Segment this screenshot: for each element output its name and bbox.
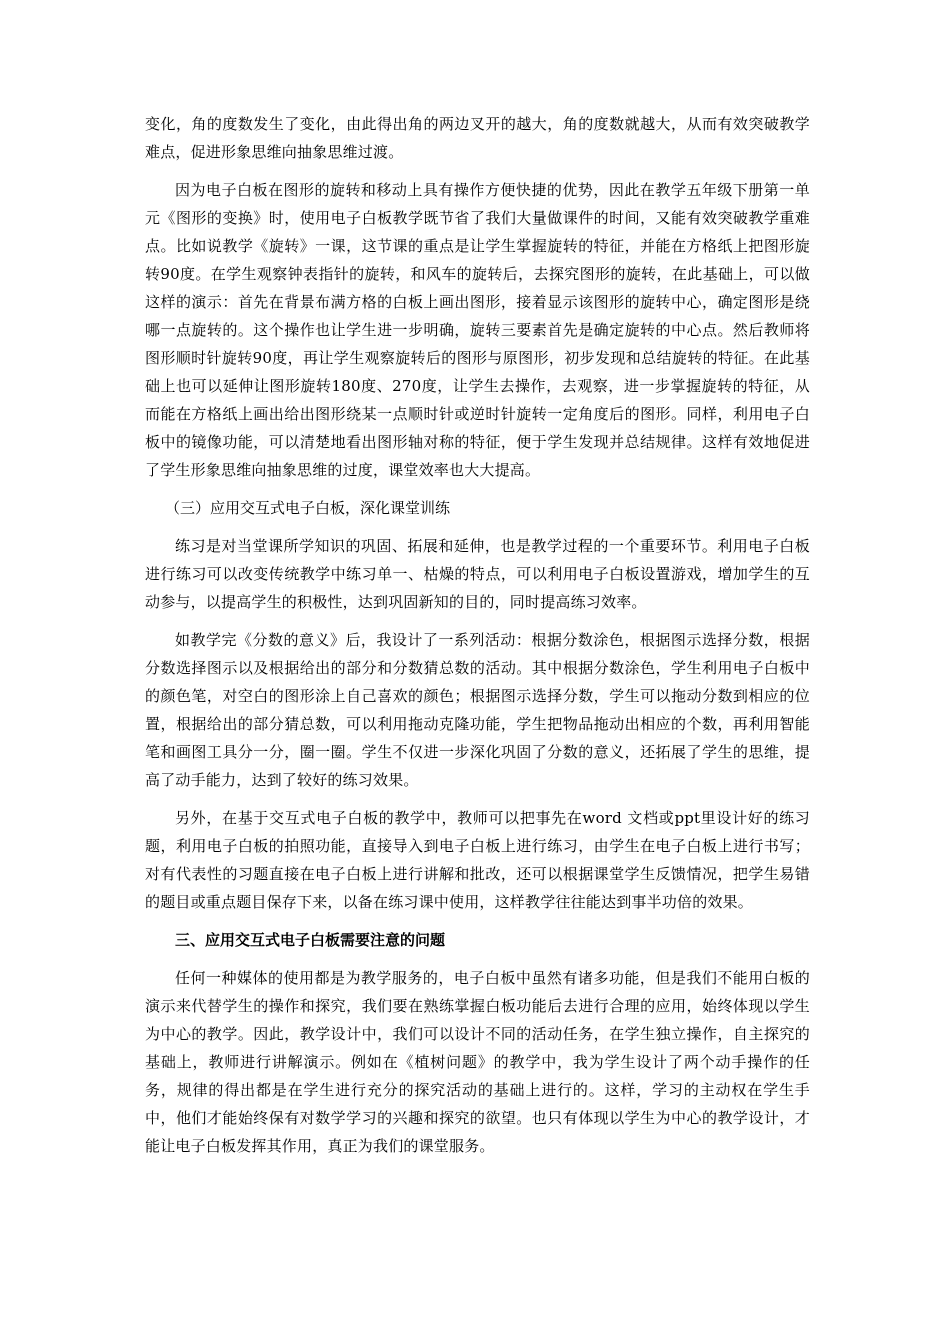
paragraph-practice-importance: 练习是对当堂课所学知识的巩固、拓展和延伸，也是教学过程的一个重要环节。利用电子白板进行练习可以改变传统教学中练习单一、枯燥的特点，可以利用电子白板设置游戏，增加学生的互动参与，以提高学生的积极性，达到巩固新知的目的，同时提高练习效率。	[145, 537, 810, 611]
paragraph-exercise-import: 另外，在基于交互式电子白板的教学中，教师可以把事先在word 文档或ppt里设计好的练习题，利用电子白板的拍照功能，直接导入到电子白板上进行练习，由学生在电子白板上进行书写；对有代表性的习题直接在电子白板上进行讲解和批改，还可以根据课堂学生反馈情况，把学生易错的题目或重点题目保存下来，以备在练习课中使用，这样教学往往能达到事半功倍的效果。	[145, 809, 810, 911]
paragraph-media-caution: 任何一种媒体的使用都是为教学服务的，电子白板中虽然有诸多功能，但是我们不能用白板的演示来代替学生的操作和探究，我们要在熟练掌握白板功能后去进行合理的应用，始终体现以学生为中心的教学。因此，教学设计中，我们可以设计不同的活动任务，在学生独立操作，自主探究的基础上，教师进行讲解演示。例如在《植树问题》的教学中，我为学生设计了两个动手操作的任务，规律的得出都是在学生进行充分的探究活动的基础上进行的。这样，学习的主动权在学生手中，他们才能始终保有对数学学习的兴趣和探究的欲望。也只有体现以学生为中心的教学设计，才能让电子白板发挥其作用，真正为我们的课堂服务。	[145, 969, 810, 1155]
subsection-heading-3: （三）应用交互式电子白板，深化课堂训练	[165, 499, 451, 517]
paragraph-rotation-teaching: 因为电子白板在图形的旋转和移动上具有操作方便快捷的优势，因此在教学五年级下册第一单元《图形的变换》时，使用电子白板教学既节省了我们大量做课件的时间，又能有效突破教学重难点。比如说教学《旋转》一课，这节课的重点是让学生掌握旋转的特征，并能在方格纸上把图形旋转90度。在学生观察钟表指针的旋转，和风车的旋转后，去探究图形的旋转，在此基础上，可以做这样的演示：首先在背景布满方格的白板上画出图形，接着显示该图形的旋转中心，确定图形是绕哪一点旋转的。这个操作也让学生进一步明确，旋转三要素首先是确定旋转的中心点。然后教师将图形顺时针旋转90度，再让学生观察旋转后的图形与原图形，初步发现和总结旋转的特征。在此基础上也可以延伸让图形旋转180度、270度，让学生去操作，去观察，进一步掌握旋转的特征，从而能在方格纸上画出给出图形绕某一点顺时针或逆时针旋转一定角度后的图形。同样，利用电子白板中的镜像功能，可以清楚地看出图形轴对称的特征，便于学生发现并总结规律。这样有效地促进了学生形象思维向抽象思维的过度，课堂效率也大大提高。	[145, 181, 810, 479]
paragraph-continuation: 变化，角的度数发生了变化，由此得出角的两边叉开的越大，角的度数就越大，从而有效突破教学难点，促进形象思维向抽象思维过渡。	[145, 115, 810, 161]
section-heading-3: 三、应用交互式电子白板需要注意的问题	[175, 931, 446, 949]
paragraph-fraction-activities: 如教学完《分数的意义》后，我设计了一系列活动：根据分数涂色，根据图示选择分数，根据分数选择图示以及根据给出的部分和分数猜总数的活动。其中根据分数涂色，学生利用电子白板中的颜色笔，对空白的图形涂上自己喜欢的颜色；根据图示选择分数，学生可以拖动分数到相应的位置，根据给出的部分猜总数，可以利用拖动克隆功能，学生把物品拖动出相应的个数，再利用智能笔和画图工具分一分，圈一圈。学生不仅进一步深化巩固了分数的意义，还拓展了学生的思维，提高了动手能力，达到了较好的练习效果。	[145, 631, 810, 789]
document-page	[145, 110, 810, 1160]
